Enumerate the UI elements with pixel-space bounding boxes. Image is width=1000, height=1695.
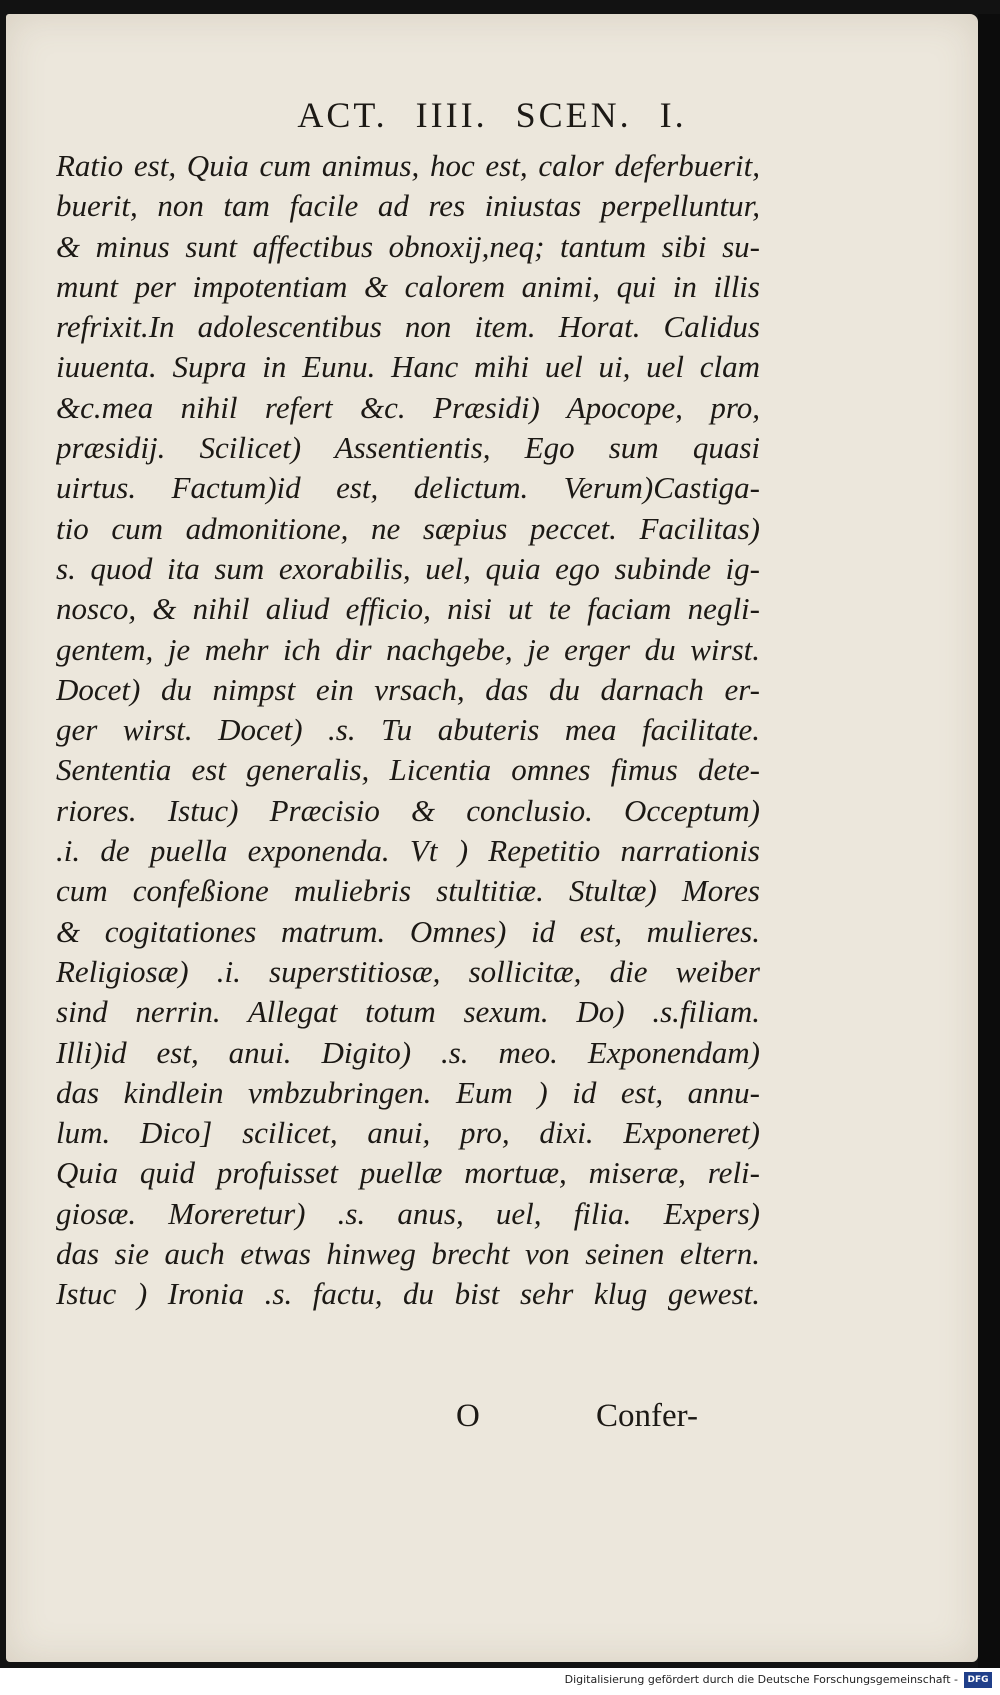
running-header bbox=[6, 94, 978, 136]
funding-credit: Digitalisierung gefördert durch die Deutsche Forschungsgemeinschaft - bbox=[564, 1673, 958, 1686]
text-line: das sie auch etwas hinweg brecht von seinen eltern. bbox=[56, 1236, 760, 1272]
text-line: præsidij. Scilicet) Assentientis, Ego sum quasi bbox=[56, 430, 760, 466]
text-line: tio cum admonitione, ne sæpius peccet. Facilitas) bbox=[56, 510, 760, 546]
text-line: & minus sunt affectibus obnoxij,neq; tantum sibi su- bbox=[56, 228, 760, 264]
page-footer bbox=[406, 1398, 726, 1446]
text-line: riores. Istuc) Præcisio & conclusio. Occeptum) bbox=[56, 792, 760, 828]
text-line: giosæ. Moreretur) .s. anus, uel, filia. Expers) bbox=[56, 1195, 760, 1231]
header-act: ACT. bbox=[297, 95, 388, 135]
text-line: Illi)id est, anui. Digito) .s. meo. Exponendam) bbox=[56, 1034, 760, 1070]
text-line: Sententia est generalis, Licentia omnes fimus dete- bbox=[56, 752, 760, 788]
text-line: nosco, & nihil aliud efficio, nisi ut te faciam negli- bbox=[56, 591, 760, 627]
signature-mark: O bbox=[456, 1398, 480, 1434]
scan-border bbox=[978, 14, 1000, 1674]
credit-bar bbox=[0, 1668, 1000, 1695]
commentary-text bbox=[56, 146, 760, 1315]
header-scene-number: I. bbox=[659, 95, 687, 135]
text-line: s. quod ita sum exorabilis, uel, quia ego subinde ig- bbox=[56, 550, 760, 586]
text-line: buerit, non tam facile ad res iniustas perpelluntur, bbox=[56, 188, 760, 224]
text-line: sind nerrin. Allegat totum sexum. Do) .s.filiam. bbox=[56, 994, 760, 1030]
catchword: Confer- bbox=[596, 1398, 698, 1434]
text-line: ger wirst. Docet) .s. Tu abuteris mea facilitate. bbox=[56, 712, 760, 748]
dfg-logo-icon: DFG bbox=[964, 1672, 992, 1688]
text-line: gentem, je mehr ich dir nachgebe, je erger du wirst. bbox=[56, 631, 760, 667]
text-line: munt per impotentiam & calorem animi, qui in illis bbox=[56, 268, 760, 304]
text-line: Docet) du nimpst ein vrsach, das du darnach er- bbox=[56, 671, 760, 707]
text-line: cum confeßione muliebris stultitiæ. Stultæ) Mores bbox=[56, 873, 760, 909]
text-line: iuuenta. Supra in Eunu. Hanc mihi uel ui, uel clam bbox=[56, 349, 760, 385]
header-act-number: IIII. bbox=[415, 95, 488, 135]
text-line: das kindlein vmbzubringen. Eum ) id est, annu- bbox=[56, 1074, 760, 1110]
header-scene: SCEN. bbox=[515, 95, 632, 135]
text-line: Religiosæ) .i. superstitiosæ, sollicitæ, die weiber bbox=[56, 953, 760, 989]
text-line: uirtus. Factum)id est, delictum. Verum)Castiga- bbox=[56, 470, 760, 506]
text-line: Ratio est, Quia cum animus, hoc est, calor deferbuerit, bbox=[56, 148, 760, 183]
text-line: & cogitationes matrum. Omnes) id est, mulieres. bbox=[56, 913, 760, 949]
text-line: Quia quid profuisset puellæ mortuæ, miseræ, reli- bbox=[56, 1155, 760, 1191]
text-line: .i. de puella exponenda. Vt ) Repetitio narrationis bbox=[56, 833, 760, 869]
text-line: Istuc ) Ironia .s. factu, du bist sehr klug gewest. bbox=[56, 1276, 760, 1312]
book-page bbox=[6, 14, 978, 1662]
text-line: &c.mea nihil refert &c. Præsidi) Apocope, pro, bbox=[56, 389, 760, 425]
text-line: refrixit.In adolescentibus non item. Horat. Calidus bbox=[56, 309, 760, 345]
text-line: lum. Dico] scilicet, anui, pro, dixi. Exponeret) bbox=[56, 1115, 760, 1151]
